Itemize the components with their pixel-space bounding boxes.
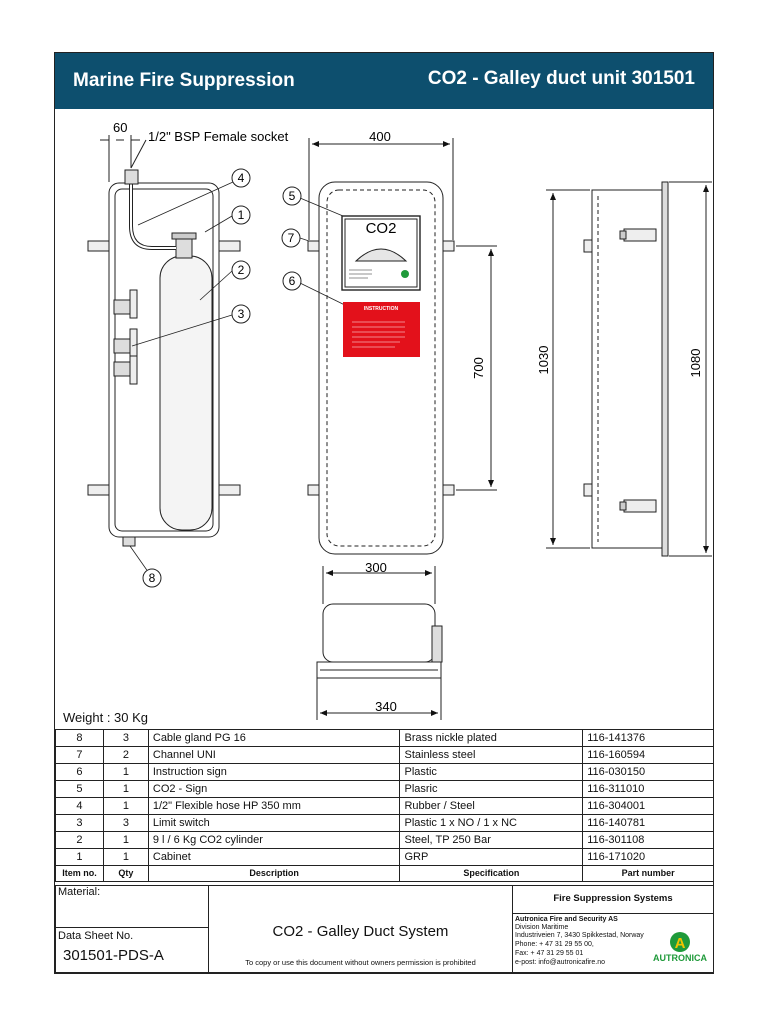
callout-3: 3 xyxy=(237,307,245,321)
bom-qty: 1 xyxy=(103,798,148,815)
bom-qty: 1 xyxy=(103,764,148,781)
bottom-view-cabinet xyxy=(317,566,442,720)
callout-4: 4 xyxy=(237,171,245,185)
bom-description: Channel UNI xyxy=(148,747,400,764)
bom-item-no: 5 xyxy=(56,781,104,798)
copyright-notice: To copy or use this document without owners permission is prohibited xyxy=(245,958,476,967)
bom-part-number: 116-301108 xyxy=(583,832,714,849)
bom-header-cell: Item no. xyxy=(56,866,104,882)
instruction-sign-title: INSTRUCTION xyxy=(363,306,399,312)
bom-part-number: 116-140781 xyxy=(583,815,714,832)
bom-description: Cabinet xyxy=(148,849,400,866)
bom-part-number: 116-311010 xyxy=(583,781,714,798)
bom-qty: 1 xyxy=(103,849,148,866)
bom-row xyxy=(56,815,714,832)
bom-description: 9 l / 6 Kg CO2 cylinder xyxy=(148,832,400,849)
co2-sign-text: CO2 xyxy=(365,220,397,237)
bom-qty: 2 xyxy=(103,747,148,764)
title-block xyxy=(55,885,714,973)
callout-6: 6 xyxy=(288,274,296,288)
company-phone: Phone: + 47 31 29 55 00, xyxy=(515,941,594,948)
front-view-cabinet xyxy=(308,138,497,554)
logo-letter: A xyxy=(674,935,686,952)
dim-340-label: 340 xyxy=(375,699,397,714)
bom-part-number: 116-141376 xyxy=(583,730,714,747)
company-fax: Fax: + 47 31 29 55 01 xyxy=(515,950,584,957)
callout-2: 2 xyxy=(237,263,245,277)
bom-item-no: 3 xyxy=(56,815,104,832)
bom-specification: Plastic 1 x NO / 1 x NC xyxy=(400,815,583,832)
company-email: e-post: info@autronicafire.no xyxy=(515,959,605,966)
bom-header-cell: Qty xyxy=(103,866,148,882)
bom-header-row xyxy=(56,866,714,882)
bom-item-no: 4 xyxy=(56,798,104,815)
bom-part-number: 116-304001 xyxy=(583,798,714,815)
socket-label: 1/2" BSP Female socket xyxy=(148,129,289,144)
bom-description: Cable gland PG 16 xyxy=(148,730,400,747)
bom-specification: Plastic xyxy=(400,764,583,781)
bom-item-no: 8 xyxy=(56,730,104,747)
bom-item-no: 7 xyxy=(56,747,104,764)
bom-specification: GRP xyxy=(400,849,583,866)
bom-item-no: 1 xyxy=(56,849,104,866)
dim-300-label: 300 xyxy=(365,560,387,575)
material-label: Material: xyxy=(58,886,101,898)
autronica-logo xyxy=(649,931,711,967)
callout-1: 1 xyxy=(237,208,245,222)
bom-row xyxy=(56,747,714,764)
bom-description: Limit switch xyxy=(148,815,400,832)
bom-specification: Steel, TP 250 Bar xyxy=(400,832,583,849)
company-division: Division Maritime xyxy=(515,924,569,931)
bom-qty: 1 xyxy=(103,781,148,798)
bom-description: CO2 - Sign xyxy=(148,781,400,798)
logo-text: AUTRONICA xyxy=(653,953,707,963)
bom-header-cell: Description xyxy=(148,866,400,882)
bom-part-number: 116-030150 xyxy=(583,764,714,781)
bom-row xyxy=(56,730,714,747)
company-address: Industriveien 7, 3430 Spikkestad, Norway xyxy=(515,932,644,939)
dim-700-label: 700 xyxy=(471,357,486,379)
dim-400-label: 400 xyxy=(369,129,391,144)
bom-specification: Brass nickle plated xyxy=(400,730,583,747)
bom-qty: 3 xyxy=(103,815,148,832)
dim-60-label: 60 xyxy=(113,120,128,135)
datasheet-number: 301501-PDS-A xyxy=(63,947,164,964)
bom-description: Instruction sign xyxy=(148,764,400,781)
bom-row xyxy=(56,849,714,866)
bill-of-materials xyxy=(55,729,714,882)
bom-item-no: 2 xyxy=(56,832,104,849)
bom-qty: 1 xyxy=(103,832,148,849)
bom-row xyxy=(56,798,714,815)
header-left-title: Marine Fire Suppression xyxy=(73,70,295,91)
bom-qty: 3 xyxy=(103,730,148,747)
callout-5: 5 xyxy=(288,189,296,203)
bom-row xyxy=(56,781,714,798)
dim-1030-label: 1030 xyxy=(536,345,551,375)
bom-row xyxy=(56,832,714,849)
bom-row xyxy=(56,764,714,781)
bom-specification: Plasric xyxy=(400,781,583,798)
side-view-cabinet xyxy=(88,135,240,546)
document-title: CO2 - Galley Duct System xyxy=(272,923,449,940)
weight-label: Weight : 30 Kg xyxy=(63,710,149,725)
header-right-title: CO2 - Galley duct unit 301501 xyxy=(427,68,695,89)
datasheet-label: Data Sheet No. xyxy=(58,930,134,942)
bom-specification: Rubber / Steel xyxy=(400,798,583,815)
bom-header-cell: Specification xyxy=(400,866,583,882)
bom-item-no: 6 xyxy=(56,764,104,781)
bom-description: 1/2" Flexible hose HP 350 mm xyxy=(148,798,400,815)
division-title: Fire Suppression Systems xyxy=(553,893,673,904)
callout-7: 7 xyxy=(287,231,295,245)
bom-specification: Stainless steel xyxy=(400,747,583,764)
callout-8: 8 xyxy=(148,571,156,585)
dim-1080-label: 1080 xyxy=(688,348,703,378)
company-name: Autronica Fire and Security AS xyxy=(515,916,618,923)
bom-header-cell: Part number xyxy=(583,866,714,882)
bom-part-number: 116-160594 xyxy=(583,747,714,764)
bom-part-number: 116-171020 xyxy=(583,849,714,866)
